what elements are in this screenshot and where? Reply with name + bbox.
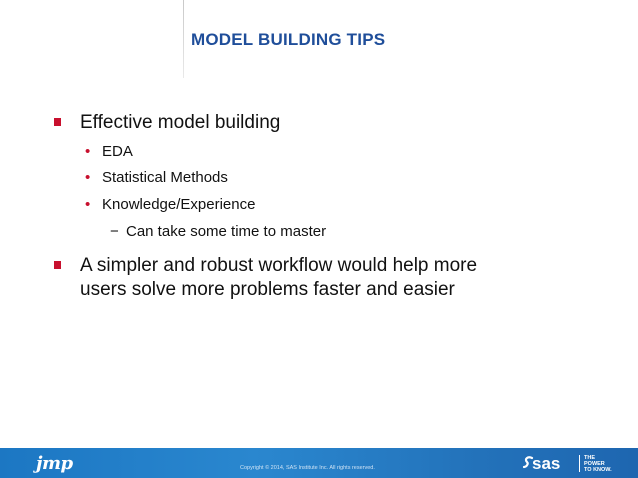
copyright-text: Copyright © 2014, SAS Institute Inc. All rights reserved. bbox=[240, 465, 375, 471]
sub-sub-bullet-text: Can take some time to master bbox=[126, 223, 327, 240]
bullet-text-line2: users solve more problems faster and easier bbox=[80, 279, 455, 300]
jmp-logo: jmp bbox=[36, 453, 73, 474]
title-divider bbox=[183, 0, 184, 78]
square-bullet-icon bbox=[54, 118, 61, 126]
square-bullet-icon bbox=[54, 261, 61, 269]
bullet-text: Effective model building bbox=[80, 112, 281, 133]
slide-title: MODEL BUILDING TIPS bbox=[191, 30, 386, 49]
tagline-line: THE bbox=[584, 455, 595, 461]
dot-bullet-icon: • bbox=[85, 169, 91, 186]
dot-bullet-icon: • bbox=[85, 143, 91, 160]
tagline-line: TO KNOW. bbox=[584, 467, 612, 473]
dash-bullet-icon: − bbox=[110, 223, 119, 240]
sas-tagline bbox=[584, 455, 612, 473]
sas-logo: sas bbox=[532, 454, 561, 473]
sub-bullet-text: EDA bbox=[102, 143, 133, 160]
sub-bullet-text: Statistical Methods bbox=[102, 169, 228, 186]
sub-bullet-text: Knowledge/Experience bbox=[102, 196, 256, 213]
bullet-text-line1: A simpler and robust workflow would help more bbox=[80, 255, 478, 276]
logo-divider bbox=[579, 455, 580, 472]
dot-bullet-icon: • bbox=[85, 196, 91, 213]
tagline-line: POWER bbox=[584, 461, 605, 467]
